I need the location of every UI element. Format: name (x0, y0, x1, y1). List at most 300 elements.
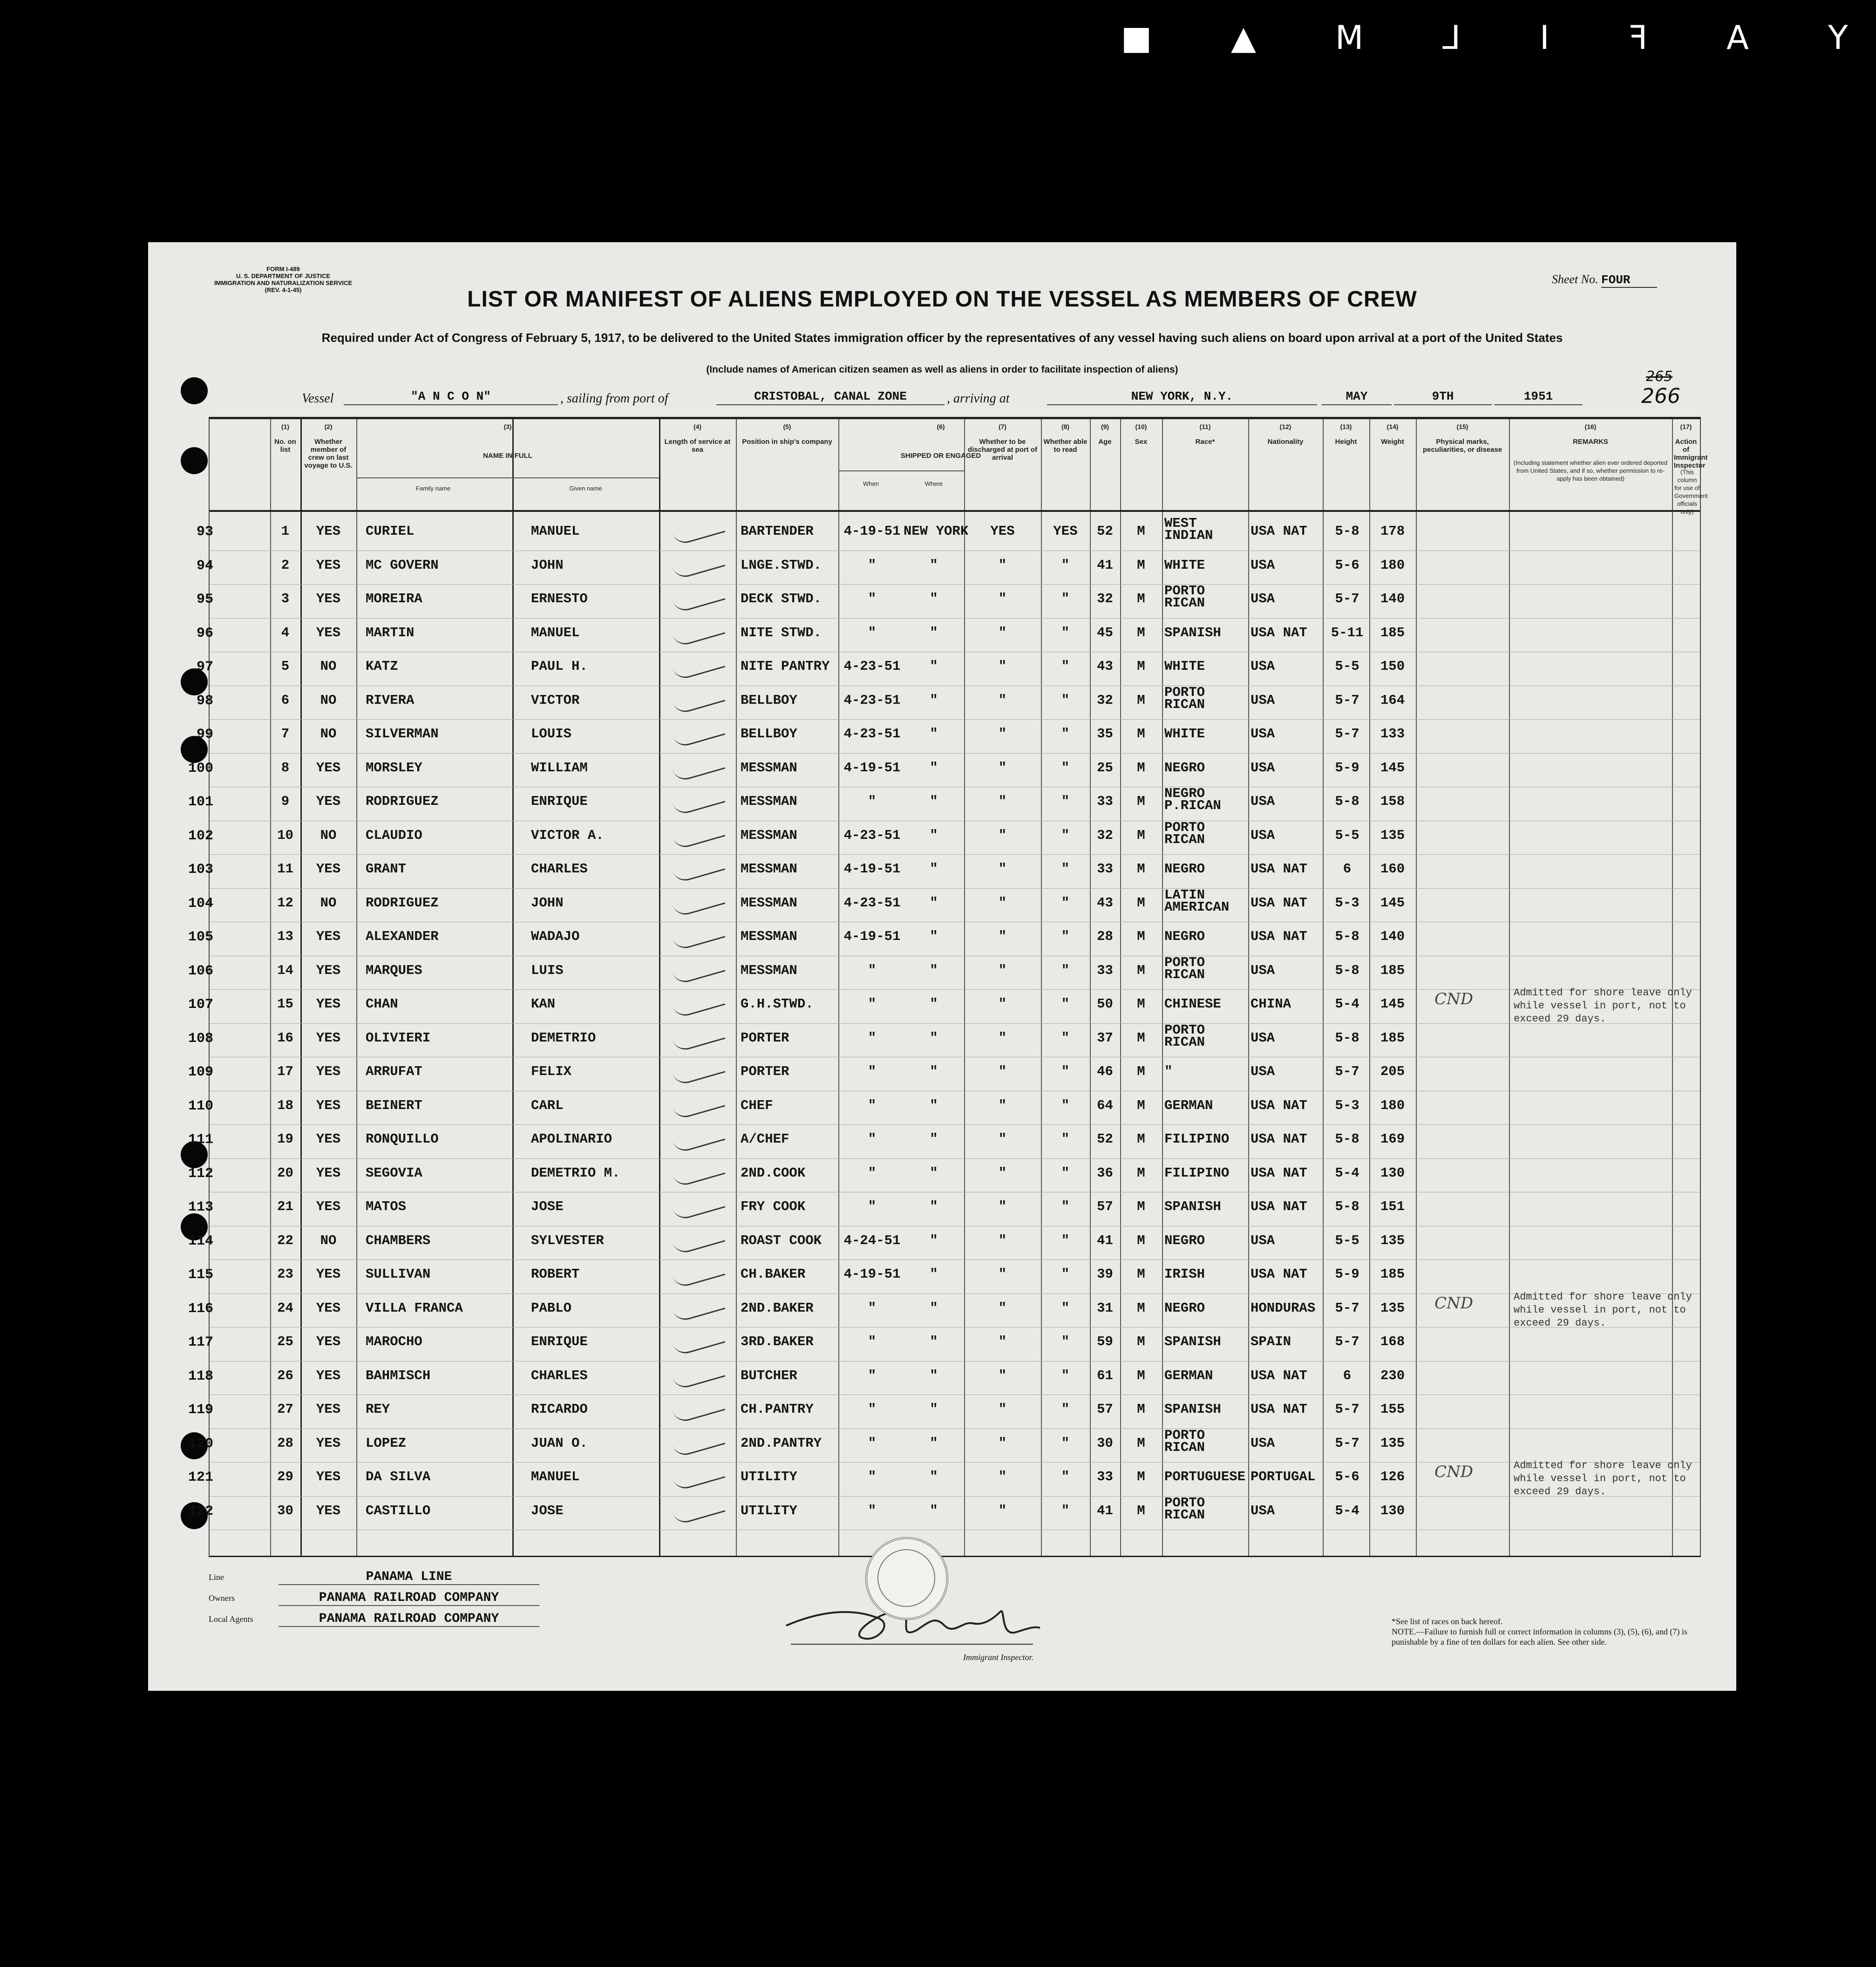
cell-height: 5-6 (1335, 557, 1359, 573)
cell-family-name: CHAN (366, 996, 398, 1012)
agents-label: Local Agents (209, 1614, 253, 1624)
cell-age: 41 (1097, 557, 1113, 573)
margin-line-number: 103 (188, 862, 213, 878)
header-name-in-full: NAME IN FULL (483, 452, 532, 460)
cell-previous-voyage: YES (316, 1097, 341, 1113)
cell-position: 3RD.BAKER (741, 1334, 814, 1349)
cell-able-to-read: " (1061, 929, 1070, 944)
cell-shipped-where: " (930, 1030, 938, 1046)
column-rule (270, 419, 271, 1556)
row-rule (210, 989, 1700, 990)
cell-able-to-read: " (1061, 625, 1070, 640)
cell-position: MESSMAN (741, 929, 797, 944)
header-family-name: Family name (415, 485, 451, 492)
cell-height: 5-8 (1335, 929, 1359, 944)
sailing-label: , sailing from port of (560, 391, 668, 406)
header-no-on-list: No. on list (274, 438, 296, 454)
cell-able-to-read: " (1061, 1030, 1070, 1046)
cell-able-to-read: " (1061, 1199, 1070, 1214)
column-rule (356, 419, 357, 1556)
margin-line-number: 93 (196, 524, 213, 540)
arrival-port: NEW YORK, N.Y. (1047, 389, 1317, 405)
cell-family-name: VILLA FRANCA (366, 1300, 463, 1316)
cell-nationality: HONDURAS (1251, 1300, 1316, 1316)
row-rule (210, 1023, 1700, 1024)
vessel-label: Vessel (302, 391, 334, 406)
cell-race: GERMAN (1164, 1368, 1213, 1383)
cell-race: PORTO RICAN (1164, 583, 1205, 611)
header-discharged-number: (7) (998, 423, 1007, 430)
margin-line-number: 121 (188, 1470, 213, 1485)
service-check-mark (672, 1429, 726, 1458)
cell-height: 5-9 (1335, 760, 1359, 776)
cell-able-to-read: " (1061, 794, 1070, 809)
cell-sex: M (1137, 1435, 1145, 1451)
cell-previous-voyage: YES (316, 962, 341, 978)
column-rule (1323, 419, 1324, 1556)
row-rule (210, 1462, 1700, 1463)
cell-age: 64 (1097, 1097, 1113, 1113)
cell-given-name: CHARLES (531, 861, 588, 877)
header-length-of-service: Length of service at sea (664, 438, 731, 454)
cell-nationality: USA (1251, 1064, 1275, 1079)
cell-given-name: ENRIQUE (531, 1334, 588, 1349)
service-check-mark (672, 720, 726, 749)
cell-weight: 145 (1380, 996, 1405, 1012)
header-no-on-list-number: (1) (281, 423, 290, 430)
cell-able-to-read: " (1061, 895, 1070, 911)
subnote: (Include names of American citizen seamen as well as aliens in order to facilitate inspection of aliens) (706, 364, 1178, 375)
cell-nationality: USA NAT (1251, 524, 1307, 539)
cell-row-number: 6 (281, 692, 290, 708)
cell-discharged: " (998, 726, 1007, 742)
departure-port: CRISTOBAL, CANAL ZONE (716, 389, 945, 405)
cell-row-number: 14 (277, 962, 293, 978)
cell-sex: M (1137, 861, 1145, 877)
cell-race: PORTO RICAN (1164, 1495, 1205, 1523)
cell-height: 5-7 (1335, 1300, 1359, 1316)
service-check-mark (672, 619, 726, 647)
cell-height: 5-11 (1331, 625, 1364, 640)
cell-discharged: " (998, 929, 1007, 944)
cell-discharged: " (998, 1503, 1007, 1518)
cell-race: NEGRO (1164, 861, 1205, 877)
cell-discharged: " (998, 1469, 1007, 1484)
cell-shipped-where: " (930, 692, 938, 708)
cell-position: MESSMAN (741, 760, 797, 776)
crew-manifest-table (188, 417, 1708, 1557)
cell-previous-voyage: YES (316, 1402, 341, 1417)
cell-height: 5-5 (1335, 1232, 1359, 1248)
margin-line-number: 118 (188, 1368, 213, 1384)
cell-weight: 145 (1380, 895, 1405, 911)
cell-shipped-where: " (930, 794, 938, 809)
cell-position: MESSMAN (741, 827, 797, 843)
cell-given-name: JUAN O. (531, 1435, 588, 1451)
cell-age: 43 (1097, 659, 1113, 674)
cell-weight: 135 (1380, 1232, 1405, 1248)
cell-height: 5-3 (1335, 1097, 1359, 1113)
cell-weight: 130 (1380, 1165, 1405, 1181)
margin-line-number: 116 (188, 1300, 213, 1317)
service-check-mark (672, 922, 726, 951)
cell-able-to-read: YES (1053, 524, 1078, 539)
row-rule (210, 719, 1700, 720)
cell-previous-voyage: YES (316, 996, 341, 1012)
service-check-mark (672, 652, 726, 681)
service-check-mark (672, 1327, 726, 1356)
service-check-mark (672, 1024, 726, 1053)
cell-position: G.H.STWD. (741, 996, 814, 1012)
cell-row-number: 26 (277, 1368, 293, 1383)
cell-nationality: USA NAT (1251, 1131, 1307, 1147)
header-height-number: (13) (1340, 423, 1352, 430)
cell-position: BELLBOY (741, 726, 797, 742)
cell-discharged: " (998, 760, 1007, 776)
cell-family-name: MARQUES (366, 962, 422, 978)
cell-shipped-where: " (930, 659, 938, 674)
cell-discharged: " (998, 895, 1007, 911)
cell-shipped-when: 4-23-51 (843, 692, 901, 708)
cell-row-number: 30 (277, 1503, 293, 1518)
cell-weight: 180 (1380, 557, 1405, 573)
cell-shipped-when: " (868, 1368, 877, 1383)
column-rule (1369, 419, 1370, 1556)
margin-line-number: 113 (188, 1199, 213, 1215)
cell-discharged: " (998, 962, 1007, 978)
cell-discharged: " (998, 1232, 1007, 1248)
cell-shipped-where: " (930, 1368, 938, 1383)
cell-row-number: 22 (277, 1232, 293, 1248)
cell-family-name: OLIVIERI (366, 1030, 431, 1046)
cell-sex: M (1137, 1334, 1145, 1349)
cell-nationality: PORTUGAL (1251, 1469, 1316, 1484)
service-check-mark (672, 1125, 726, 1154)
cell-nationality: USA NAT (1251, 1266, 1307, 1282)
cell-sex: M (1137, 1469, 1145, 1484)
cell-row-number: 12 (277, 895, 293, 911)
cell-position: PORTER (741, 1064, 789, 1079)
sheet-number-value: FOUR (1601, 273, 1657, 288)
cell-shipped-where: " (930, 1469, 938, 1484)
cell-nationality: USA (1251, 794, 1275, 809)
cell-shipped-where: " (930, 1435, 938, 1451)
page-title: LIST OR MANIFEST OF ALIENS EMPLOYED ON THE VESSEL AS MEMBERS OF CREW (467, 287, 1417, 312)
cell-sex: M (1137, 1199, 1145, 1214)
cell-nationality: USA (1251, 726, 1275, 742)
cell-row-number: 7 (281, 726, 290, 742)
cell-age: 57 (1097, 1402, 1113, 1417)
cell-previous-voyage: YES (316, 1300, 341, 1316)
cell-nationality: CHINA (1251, 996, 1291, 1012)
cell-discharged: " (998, 659, 1007, 674)
cell-height: 5-4 (1335, 1503, 1359, 1518)
cell-able-to-read: " (1061, 1097, 1070, 1113)
header-physical-marks-number: (15) (1456, 423, 1468, 430)
cell-discharged: " (998, 794, 1007, 809)
cell-previous-voyage: YES (316, 1165, 341, 1181)
cell-row-number: 15 (277, 996, 293, 1012)
margin-line-number: 120 (188, 1436, 213, 1452)
cell-shipped-when: " (868, 557, 877, 573)
service-check-mark (672, 1192, 726, 1221)
cell-discharged: " (998, 1266, 1007, 1282)
header-previous-voyage: Whether member of crew on last voyage to U.S. (304, 438, 353, 470)
cell-shipped-when: " (868, 1030, 877, 1046)
cell-previous-voyage: YES (316, 1469, 341, 1484)
cell-age: 45 (1097, 625, 1113, 640)
cell-age: 25 (1097, 760, 1113, 776)
cell-given-name: WILLIAM (531, 760, 588, 776)
cell-sex: M (1137, 1266, 1145, 1282)
cell-shipped-when: 4-19-51 (843, 524, 901, 539)
cell-shipped-when: " (868, 1503, 877, 1518)
header-shipped-engaged-number: (6) (937, 423, 945, 430)
cell-position: BUTCHER (741, 1368, 797, 1383)
service-check-mark (672, 1463, 726, 1491)
margin-line-number: 108 (188, 1030, 213, 1047)
cell-shipped-when: " (868, 1064, 877, 1079)
cell-weight: 150 (1380, 659, 1405, 674)
cell-family-name: CLAUDIO (366, 827, 422, 843)
cell-height: 6 (1343, 1368, 1352, 1383)
physical-marks-note: CND (1434, 990, 1474, 1008)
cell-row-number: 16 (277, 1030, 293, 1046)
service-check-mark (672, 1159, 726, 1188)
cell-able-to-read: " (1061, 591, 1070, 606)
service-check-mark (672, 956, 726, 985)
cell-race: PORTO RICAN (1164, 954, 1205, 982)
cell-race: LATIN AMERICAN (1164, 887, 1230, 915)
cell-position: FRY COOK (741, 1199, 806, 1214)
cell-family-name: RODRIGUEZ (366, 794, 439, 809)
cell-shipped-where: " (930, 861, 938, 877)
cell-position: CH.BAKER (741, 1266, 806, 1282)
cell-row-number: 24 (277, 1300, 293, 1316)
cell-previous-voyage: YES (316, 557, 341, 573)
header-rule (838, 470, 964, 471)
row-rule (210, 1293, 1700, 1294)
cell-race: " (1164, 1064, 1173, 1079)
cell-previous-voyage: YES (316, 625, 341, 640)
cell-shipped-where: " (930, 827, 938, 843)
cell-sex: M (1137, 524, 1145, 539)
cell-race: NEGRO (1164, 760, 1205, 776)
cell-row-number: 1 (281, 524, 290, 539)
cell-able-to-read: " (1061, 1402, 1070, 1417)
cell-shipped-when: 4-19-51 (843, 929, 901, 944)
cell-row-number: 27 (277, 1402, 293, 1417)
cell-sex: M (1137, 760, 1145, 776)
cell-race: PORTO RICAN (1164, 684, 1205, 712)
cell-nationality: USA (1251, 827, 1275, 843)
cell-position: CH.PANTRY (741, 1402, 814, 1417)
cell-sex: M (1137, 827, 1145, 843)
cell-row-number: 3 (281, 591, 290, 606)
cell-given-name: LOUIS (531, 726, 572, 742)
column-rule (1509, 419, 1510, 1556)
inspection-seal (865, 1537, 948, 1620)
margin-line-number: 105 (188, 929, 213, 945)
cell-able-to-read: " (1061, 861, 1070, 877)
cell-nationality: USA NAT (1251, 1165, 1307, 1181)
line-value: PANAMA LINE (279, 1570, 539, 1585)
header-remarks: REMARKS (1573, 438, 1608, 446)
cell-race: IRISH (1164, 1266, 1205, 1282)
cell-able-to-read: " (1061, 1334, 1070, 1349)
cell-shipped-when: 4-19-51 (843, 1266, 901, 1282)
arrival-month: MAY (1322, 389, 1392, 405)
cell-shipped-when: " (868, 1469, 877, 1484)
cell-previous-voyage: NO (320, 895, 337, 911)
cell-sex: M (1137, 1402, 1145, 1417)
header-when: When (863, 480, 879, 487)
cell-previous-voyage: YES (316, 1199, 341, 1214)
cell-shipped-when: " (868, 1334, 877, 1349)
physical-marks-note: CND (1434, 1293, 1474, 1313)
cell-position: ROAST COOK (741, 1232, 822, 1248)
cell-previous-voyage: YES (316, 760, 341, 776)
cell-nationality: USA (1251, 1232, 1275, 1248)
cell-shipped-where: " (930, 625, 938, 640)
cell-given-name: WADAJO (531, 929, 580, 944)
cell-row-number: 8 (281, 760, 290, 776)
punch-hole (181, 377, 208, 404)
remark-text: Admitted for shore leave only while vessel in port, not to exceed 29 days. (1514, 1291, 1692, 1329)
cell-discharged: " (998, 1368, 1007, 1383)
cell-sex: M (1137, 1368, 1145, 1383)
cell-discharged: " (998, 1402, 1007, 1417)
cell-race: WEST INDIAN (1164, 516, 1213, 543)
cell-weight: 135 (1380, 827, 1405, 843)
cell-age: 46 (1097, 1064, 1113, 1079)
cell-shipped-where: " (930, 1300, 938, 1316)
cell-age: 31 (1097, 1300, 1113, 1316)
header-where: Where (924, 480, 943, 487)
cell-given-name: KAN (531, 996, 556, 1012)
cell-height: 6 (1343, 861, 1352, 877)
service-check-mark (672, 1226, 726, 1255)
cell-sex: M (1137, 692, 1145, 708)
cell-sex: M (1137, 1064, 1145, 1079)
margin-line-number: 117 (188, 1334, 213, 1350)
service-check-mark (672, 686, 726, 715)
sheet-number (1552, 272, 1657, 288)
cell-family-name: RIVERA (366, 692, 415, 708)
cell-nationality: USA NAT (1251, 1097, 1307, 1113)
arrival-day: 9TH (1394, 389, 1492, 405)
cell-height: 5-8 (1335, 1199, 1359, 1214)
cell-height: 5-7 (1335, 1435, 1359, 1451)
header-weight: Weight (1381, 438, 1404, 446)
header-able-to-read: Whether able to read (1043, 438, 1088, 454)
cell-shipped-where: " (930, 726, 938, 742)
cell-race: CHINESE (1164, 996, 1221, 1012)
cell-weight: 151 (1380, 1199, 1405, 1214)
cell-able-to-read: " (1061, 1266, 1070, 1282)
cell-previous-voyage: YES (316, 1064, 341, 1079)
cell-position: 2ND.PANTRY (741, 1435, 822, 1451)
cell-able-to-read: " (1061, 1368, 1070, 1383)
header-weight-number: (14) (1387, 423, 1399, 430)
service-check-mark (672, 787, 726, 816)
cell-discharged: " (998, 1199, 1007, 1214)
cell-given-name: ENRIQUE (531, 794, 588, 809)
cell-family-name: DA SILVA (366, 1469, 431, 1484)
row-rule (210, 1124, 1700, 1125)
cell-race: PORTO RICAN (1164, 1427, 1205, 1455)
owners-label: Owners (209, 1593, 235, 1603)
cell-able-to-read: " (1061, 557, 1070, 573)
cell-family-name: GRANT (366, 861, 407, 877)
cell-able-to-read: " (1061, 996, 1070, 1012)
cell-nationality: USA NAT (1251, 861, 1307, 877)
cell-weight: 145 (1380, 760, 1405, 776)
cell-age: 61 (1097, 1368, 1113, 1383)
header-shipped-engaged: SHIPPED OR ENGAGED (900, 452, 981, 460)
subtitle: Required under Act of Congress of February 5, 1917, to be delivered to the United States immigration officer by the representatives of any vessel having such aliens on board upon arrival at a port of the United States (321, 331, 1563, 345)
header-sex-number: (10) (1135, 423, 1147, 430)
cell-family-name: MARTIN (366, 625, 415, 640)
cell-age: 36 (1097, 1165, 1113, 1181)
header-remarks-note: (Including statement whether alien ever ordered deported from United States, and if so, whether permission to re-apply has been obtained) (1513, 459, 1668, 482)
row-rule (210, 753, 1700, 754)
races-note: *See list of races on back hereof. (1392, 1617, 1503, 1626)
cell-age: 41 (1097, 1232, 1113, 1248)
cell-shipped-when: " (868, 625, 877, 640)
cell-able-to-read: " (1061, 1232, 1070, 1248)
cell-height: 5-7 (1335, 1064, 1359, 1079)
page-stamp-number (1641, 368, 1680, 408)
margin-line-number: 100 (188, 760, 213, 776)
cell-weight: 160 (1380, 861, 1405, 877)
cell-shipped-when: " (868, 1199, 877, 1214)
cell-race: PORTO RICAN (1164, 1022, 1205, 1050)
cell-discharged: " (998, 1334, 1007, 1349)
cell-nationality: USA (1251, 1435, 1275, 1451)
cell-family-name: MOREIRA (366, 591, 422, 606)
header-action-note: (This column for use of Government officials only) (1674, 469, 1708, 515)
cell-age: 32 (1097, 591, 1113, 606)
cell-weight: 169 (1380, 1131, 1405, 1147)
column-rule (1416, 419, 1417, 1556)
cell-height: 5-4 (1335, 1165, 1359, 1181)
cell-position: 2ND.BAKER (741, 1300, 814, 1316)
cell-age: 50 (1097, 996, 1113, 1012)
column-rule (1162, 419, 1163, 1556)
cell-family-name: SILVERMAN (366, 726, 439, 742)
cell-given-name: ROBERT (531, 1266, 580, 1282)
cell-discharged: " (998, 557, 1007, 573)
service-check-mark (672, 1091, 726, 1120)
margin-line-number: 101 (188, 794, 213, 810)
cell-discharged: " (998, 1131, 1007, 1147)
cell-shipped-when: " (868, 1402, 877, 1417)
cell-discharged: " (998, 1435, 1007, 1451)
cell-position: MESSMAN (741, 895, 797, 911)
cell-family-name: CASTILLO (366, 1503, 431, 1518)
margin-line-number: 122 (188, 1503, 213, 1519)
cell-row-number: 11 (277, 861, 293, 877)
cell-position: PORTER (741, 1030, 789, 1046)
service-check-mark (672, 754, 726, 783)
department: U. S. DEPARTMENT OF JUSTICE (236, 272, 330, 279)
cell-height: 5-8 (1335, 794, 1359, 809)
manifest-sheet (148, 242, 1736, 1691)
cell-row-number: 9 (281, 794, 290, 809)
cell-sex: M (1137, 1300, 1145, 1316)
cell-nationality: SPAIN (1251, 1334, 1291, 1349)
